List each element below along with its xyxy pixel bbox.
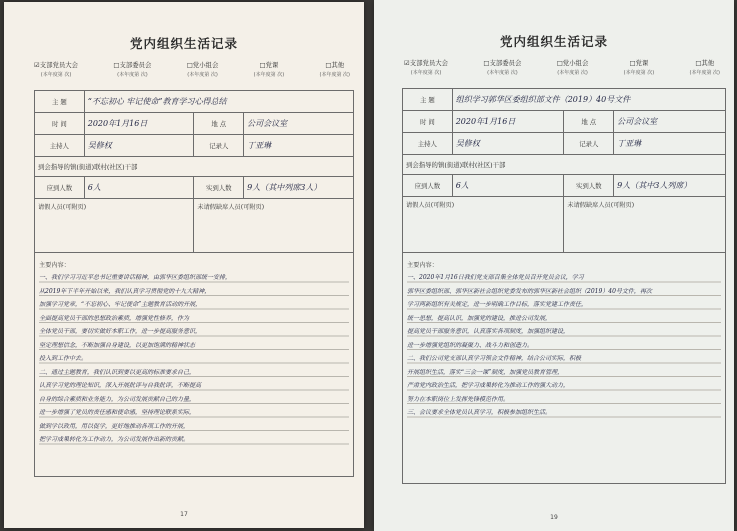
type-branch-meeting: ☑支部党员大会 (本年度第 次): [404, 59, 449, 76]
actual-attend-value: 9人（其中3人列席）: [614, 175, 726, 197]
content-line: 全面提高党员干部的思想政治素质，增强党性修养，作为: [39, 314, 190, 322]
content-section: [403, 253, 726, 484]
guidance-label: 到会指导的镇(街道)联村(社区)干部: [403, 155, 726, 175]
subject-value: “不忘初心 牢记使命”教育学习心得总结: [84, 91, 353, 113]
type-branch-meeting: ☑支部党员大会 (本年度第 次): [34, 61, 79, 78]
recorder-label: 记录人: [564, 133, 614, 155]
recorder-value: 丁亚琳: [244, 135, 354, 157]
recorder-value: 丁亚琳: [614, 133, 726, 155]
time-label: 时 间: [403, 111, 453, 133]
content-line: 全体党员干部，要切实做好本职工作，进一步提高服务意识，: [39, 328, 202, 335]
host-value: 吴修权: [452, 133, 564, 155]
content-line: 一、我们学习习近平总书记重要讲话精神，由郭华区委组织部统一安排，: [39, 274, 232, 281]
page-number: 17: [180, 511, 188, 518]
content-line: 从2019年下半年开始以来，我们认真学习贯彻党的十九大精神，: [39, 287, 211, 295]
content-line: 坚定理想信念，不断加强自身建设，以更加饱满的精神状态: [39, 341, 196, 349]
actual-attend-label: 实到人数: [194, 177, 244, 199]
content-line: 一、2020年1月16日我们党支部召集全体党员召开党员会议，学习: [407, 274, 584, 281]
time-value: 2020年1月16日: [452, 111, 564, 133]
place-value: 公司会议室: [244, 113, 354, 135]
subject-value: 组织学习郭华区委组织部文件（2019）40号文件: [452, 89, 725, 111]
leave-label: 请假人员(可附页): [35, 199, 194, 253]
content-label: 主要内容：: [39, 262, 70, 269]
type-committee: □支部委员会 (本年度第 次): [483, 59, 522, 76]
type-other: □其他 (本年度第 次): [689, 59, 720, 76]
leave-label: 请假人员(可附页): [403, 197, 564, 253]
absent-label: 未请假缺席人员(可附页): [564, 197, 726, 253]
right-page: [374, 0, 734, 531]
subject-label: 主 题: [35, 91, 85, 113]
type-party-lecture: □党课 (本年度第 次): [623, 59, 655, 76]
should-attend-label: 应到人数: [403, 175, 453, 197]
page-title: 党内组织生活记录: [499, 34, 608, 49]
content-text: [407, 269, 721, 420]
meeting-type-row: [404, 58, 720, 76]
type-group-meeting: □党小组会 (本年度第 次): [556, 59, 589, 76]
type-other: □其他 (本年度第 次): [319, 61, 350, 78]
content-line: 学习两新组织有关规定，进一步明确工作目标，落实党建工作责任，: [407, 301, 588, 308]
host-value: 吴修权: [84, 135, 194, 157]
absent-label: 未请假缺席人员(可附页): [194, 199, 354, 253]
content-line: 进一步增强党组织的凝聚力、战斗力和创造力。: [407, 341, 534, 349]
left-page: [4, 2, 364, 528]
content-label: 主要内容：: [407, 262, 438, 269]
subject-label: 主 题: [403, 89, 453, 111]
content-line: 认真学习党的理论知识，深入开展批评与自我批评，不断提高: [39, 382, 202, 389]
content-line: 三、会议要求全体党员认真学习，积极参加组织生活。: [407, 409, 552, 416]
actual-attend-value: 9人（其中列席3人）: [244, 177, 354, 199]
content-line: 二、通过主题教育，我们认识到要以更高的标准要求自己，: [39, 368, 196, 376]
time-label: 时 间: [35, 113, 85, 135]
content-line: 开展组织生活，落实“三会一课”制度，加强党员教育管理，: [407, 368, 564, 376]
place-label: 地 点: [194, 113, 244, 135]
meeting-type-row: [34, 60, 350, 78]
content-line: 加强学习党章，“不忘初心、牢记使命”主题教育活动的开展，: [39, 301, 202, 308]
content-line: 做到学以致用，用以促学，更好地推动各项工作的开展，: [39, 422, 190, 430]
content-line: 自身的综合素质和业务能力，为公司发展贡献自己的力量，: [39, 395, 196, 403]
page-number: 19: [550, 514, 558, 521]
content-line: 二、我们公司党支部认真学习领会文件精神，结合公司实际，积极: [407, 355, 582, 362]
page-title: 党内组织生活记录: [129, 36, 238, 51]
place-value: 公司会议室: [614, 111, 726, 133]
time-value: 2020年1月16日: [84, 113, 194, 135]
content-line: 郭华区委组织部、郭华区新社会组织党委发布的郭华区新社会组织（2019）40号文件，再次: [407, 287, 652, 295]
host-label: 主持人: [403, 133, 453, 155]
place-label: 地 点: [564, 111, 614, 133]
content-line: 统一思想，提高认识，加强党的建设，推进公司发展，: [407, 314, 552, 322]
type-committee: □支部委员会 (本年度第 次): [113, 61, 152, 78]
guidance-label: 到会指导的镇(街道)联村(社区)干部: [35, 157, 354, 177]
should-attend-value: 6人: [84, 177, 194, 199]
actual-attend-label: 实到人数: [564, 175, 614, 197]
should-attend-label: 应到人数: [35, 177, 85, 199]
content-line: 把学习成果转化为工作动力，为公司发展作出新的贡献。: [39, 436, 190, 443]
recorder-label: 记录人: [194, 135, 244, 157]
should-attend-value: 6人: [452, 175, 564, 197]
record-form: [402, 88, 726, 484]
content-line: 提高党员干部服务意识，认真落实各项制度，加强组织建设，: [407, 328, 570, 335]
type-group-meeting: □党小组会 (本年度第 次): [186, 61, 219, 78]
host-label: 主持人: [35, 135, 85, 157]
content-line: 投入到工作中去。: [39, 355, 88, 362]
content-line: 进一步增强了党员的责任感和使命感，坚持理论联系实际，: [39, 409, 196, 416]
type-party-lecture: □党课 (本年度第 次): [253, 61, 285, 78]
content-text: [39, 269, 349, 447]
content-line: 严肃党内政治生活，把学习成果转化为推动工作的强大动力，: [407, 382, 570, 389]
content-line: 努力在本职岗位上发挥先锋模范作用。: [407, 395, 510, 403]
record-form: [34, 90, 354, 477]
content-section: [35, 253, 354, 477]
